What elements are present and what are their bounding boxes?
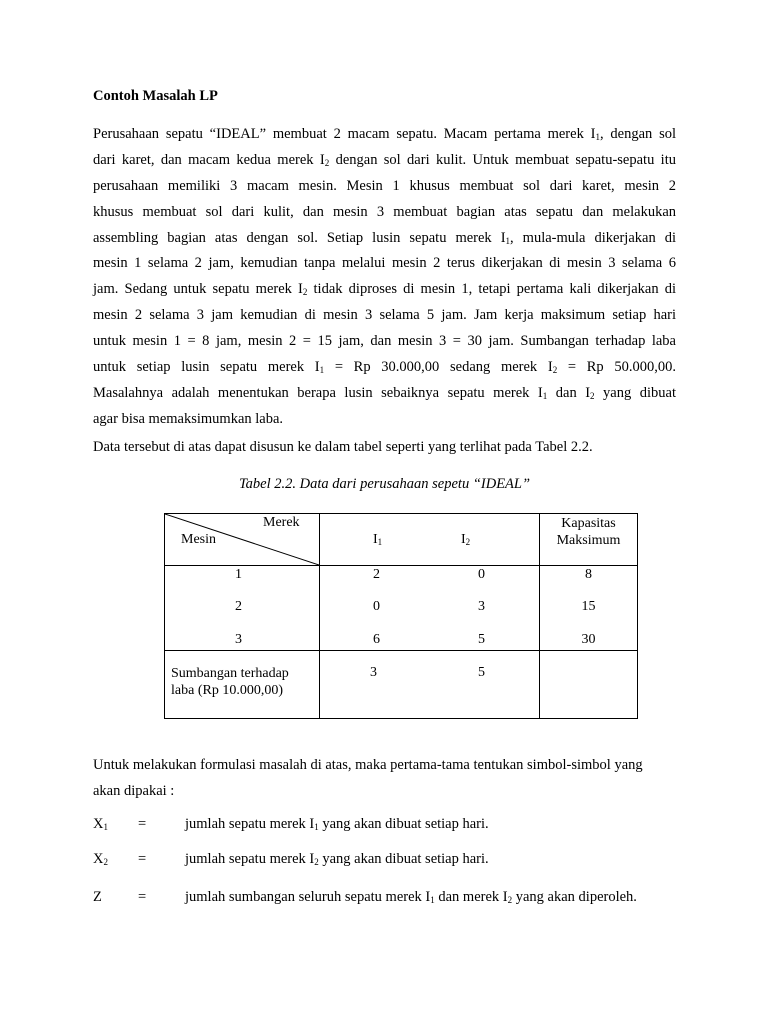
contribution-i2: 5 bbox=[478, 665, 485, 680]
i2-value: 3 bbox=[478, 599, 485, 614]
contribution-i1: 3 bbox=[370, 665, 377, 680]
mesin-value: 1 bbox=[235, 567, 242, 582]
brand-header-cell bbox=[320, 514, 540, 566]
i1-value: 0 bbox=[373, 599, 380, 614]
paragraph-line: assembling bagian atas dengan sol. Setiap lusin sepatu merek $I_1$, mula-mula dikerjakan di bbox=[93, 229, 676, 246]
paragraph-line: agar bisa memaksimumkan laba. bbox=[93, 410, 284, 427]
mesin-value: 2 bbox=[235, 599, 242, 614]
paragraph-line: untuk mesin 1 = 8 jam, mesin 2 = 15 jam, dan mesin 3 = 30 jam. Sumbangan terhadap laba bbox=[93, 333, 676, 350]
capacity-header-line1: Kapasitas bbox=[561, 516, 616, 531]
i1-value: 2 bbox=[373, 567, 380, 582]
mesin-label: Mesin bbox=[181, 532, 216, 547]
contribution-empty-cell bbox=[540, 651, 638, 719]
merek-label: Merek bbox=[263, 515, 300, 530]
contribution-values-cell bbox=[320, 651, 540, 719]
paragraph-line: jam. Sedang untuk sepatu merek $I_2$ tidak diproses di mesin 1, tetapi pertama kali dikerjakan di bbox=[93, 281, 677, 298]
capacity-header-cell bbox=[540, 514, 638, 566]
problem-paragraph bbox=[93, 122, 676, 433]
paragraph-line: mesin 2 selama 3 jam kemudian di mesin 3 selama 5 jam. Jam kerja maksimum setiap hari bbox=[93, 307, 676, 324]
definition-text: jumlah sumbangan seluruh sepatu merek $I_1$ dan merek $I_2$ yang akan diperoleh. bbox=[185, 889, 637, 905]
i1-value: 6 bbox=[373, 632, 380, 647]
corner-cell bbox=[165, 514, 320, 566]
data-table bbox=[164, 513, 638, 719]
paragraph-line: mesin 1 selama 2 jam, kemudian tanpa melalui mesin 2 terus dikerjakan di mesin 3 selama 6 bbox=[93, 255, 676, 272]
mesin-column bbox=[165, 566, 320, 651]
i2-value: 0 bbox=[478, 567, 485, 582]
formulation-text: Untuk melakukan formulasi masalah di atas, maka pertama-tama tentukan simbol-simbol yang akan dipakai : bbox=[93, 757, 643, 799]
paragraph-line: dari karet, dan macam kedua merek $I_2$ dengan sol dari kulit. Untuk membuat sepatu-sepatu itu bbox=[93, 151, 676, 168]
paragraph-line: Masalahnya adalah menentukan berapa lusin sebaiknya sepatu merek $I_1$ dan $I_2$ yang dibuat bbox=[93, 384, 676, 401]
capacity-header-line2: Maksimum bbox=[556, 533, 621, 548]
paragraph-line: khusus membuat sol dari kulit, dan mesin 3 membuat bagian atas sepatu dan melakukan bbox=[93, 203, 676, 220]
definition-equals: = bbox=[138, 851, 147, 867]
definition-text: jumlah sepatu merek $I_1$ yang akan dibuat setiap hari. bbox=[185, 816, 489, 832]
paragraph-line: perusahaan memiliki 3 macam mesin. Mesin 1 khusus membuat sol dari karet, mesin 2 bbox=[93, 177, 676, 194]
brand-i2-header: $I_2$ bbox=[461, 532, 471, 547]
paragraph-line: Perusahaan sepatu “IDEAL” membuat 2 macam sepatu. Macam pertama merek $I_1$, dengan sol bbox=[93, 126, 676, 142]
paragraph-line: untuk setiap lusin sepatu merek $I_1 = Rp$ 30.000,00 sedang merek $I_2 = Rp$ 50.000,00. bbox=[93, 359, 677, 376]
capacity-column bbox=[540, 566, 638, 651]
table-footer-row bbox=[165, 651, 638, 719]
capacity-value: 30 bbox=[581, 632, 596, 647]
brand-i1-header: $I_1$ bbox=[373, 532, 383, 547]
definition-symbol: $X_1$ bbox=[93, 816, 108, 832]
table-body-row bbox=[165, 566, 638, 651]
contribution-label-line1: Sumbangan terhadap bbox=[171, 666, 289, 681]
i2-value: 5 bbox=[478, 632, 485, 647]
table-intro: Data tersebut di atas dapat disusun ke dalam tabel seperti yang terlihat pada Tabel 2.2. bbox=[93, 439, 593, 455]
contribution-label-cell bbox=[165, 651, 320, 719]
brand-values-column bbox=[320, 566, 540, 651]
definition-text: jumlah sepatu merek $I_2$ yang akan dibuat setiap hari. bbox=[185, 851, 489, 867]
definition-equals: = bbox=[138, 889, 147, 905]
mesin-value: 3 bbox=[235, 632, 242, 647]
capacity-value: 15 bbox=[581, 599, 596, 614]
definition-symbol: Z bbox=[93, 889, 102, 905]
definition-symbol: $X_2$ bbox=[93, 851, 108, 867]
definition-equals: = bbox=[138, 816, 147, 832]
table-caption: Tabel 2.2. Data dari perusahaan sepetu “IDEAL” bbox=[238, 476, 531, 492]
capacity-value: 8 bbox=[585, 567, 592, 582]
contribution-label-line2: laba (Rp 10.000,00) bbox=[171, 683, 283, 698]
table-header-row bbox=[165, 514, 638, 566]
page-heading: Contoh Masalah LP bbox=[93, 88, 218, 104]
